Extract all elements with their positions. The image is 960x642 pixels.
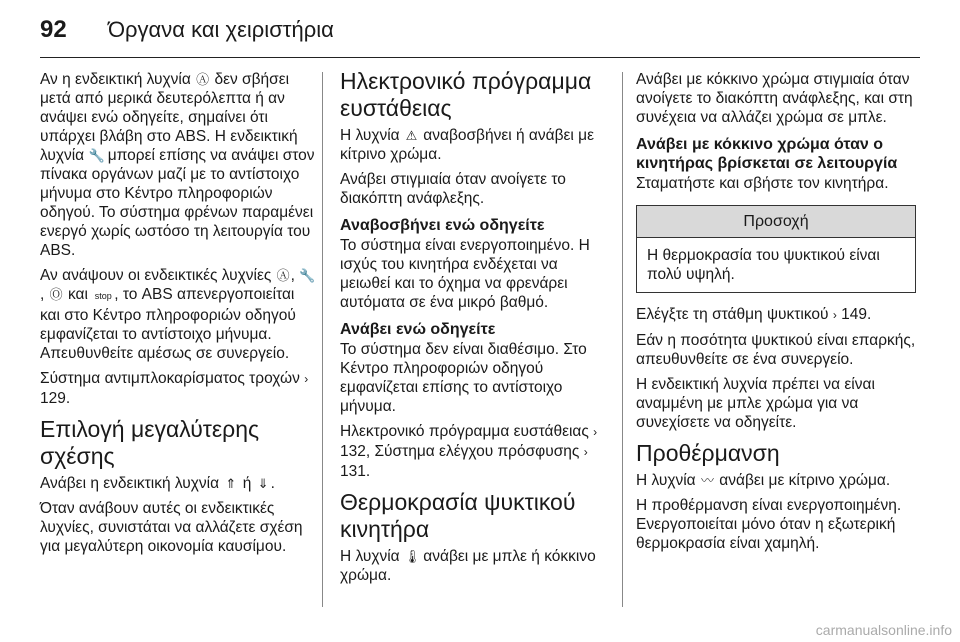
paragraph: Ανάβει η ενδεικτική λυχνία ⇑ ή ⇓ . (40, 475, 275, 492)
caution-body: Η θερμοκρασία του ψυκτικού είναι πολύ υψηλή. (647, 247, 880, 283)
esc-icon: ⚠ (405, 128, 418, 143)
paragraph: Η προθέρμανση είναι ενεργοποιημένη. Ενεργοποιείται μόνο όταν η εξωτερική θερμοκρασία είναι χαμηλή. (636, 497, 902, 552)
wrench-icon: 🔧 (299, 268, 316, 283)
abs-icon: Ⓐ (196, 72, 210, 87)
caution-title: Προσοχή (637, 206, 915, 238)
page-reference-link[interactable]: 149. (841, 306, 872, 323)
watermark: carmanualsonline.info (815, 622, 952, 638)
wrench-icon: 🔧 (88, 148, 105, 163)
column-1 (40, 70, 318, 562)
gear-up-icon: ⇑ (225, 476, 237, 491)
page-reference-link[interactable]: 132, Σύστημα ελέγχου πρόσφυσης (340, 443, 580, 460)
page-reference-link[interactable]: 129. (40, 390, 71, 407)
coolant-temperature-icon: 🌡 (403, 549, 421, 564)
reference-arrow-icon: › (832, 308, 837, 322)
reference-arrow-icon: › (304, 372, 309, 386)
page-number: 92 (40, 16, 67, 43)
paragraph: Ανάβει με κόκκινο χρώμα στιγμιαία όταν ανοίγετε το διακόπτη ανάφλεξης, και στη συνέχεια να αλλάζει χρώμα σε μπλε. (636, 71, 913, 126)
stop-icon: stop (94, 291, 112, 301)
paragraph: Σύστημα αντιμπλοκαρίσματος τροχών › 129. (40, 370, 309, 407)
paragraph: Η λυχνία 〰 ανάβει με κίτρινο χρώμα. (636, 472, 891, 489)
subheading-blinks: Αναβοσβήνει ενώ οδηγείτε (340, 217, 545, 234)
section-heading-preheat: Προθέρμανση (636, 440, 780, 466)
paragraph: Ηλεκτρονικό πρόγραμμα ευστάθειας › 132, Σύστημα ελέγχου πρόσφυσης › 131. (340, 423, 598, 480)
page-header (0, 0, 960, 60)
paragraph: Σταματήστε και σβήστε τον κινητήρα. (636, 175, 889, 192)
paragraph: Η ενδεικτική λυχνία πρέπει να είναι αναμμένη με μπλε χρώμα για να συνεχίσετε να οδηγείτε. (636, 376, 875, 431)
subheading-red-running: Ανάβει με κόκκινο χρώμα όταν ο κινητήρας βρίσκεται σε λειτουργία (636, 136, 898, 172)
column-divider (622, 72, 623, 607)
column-3 (636, 70, 916, 559)
subheading-lit: Ανάβει ενώ οδηγείτε (340, 321, 496, 338)
page-footer (0, 618, 960, 642)
paragraph: Το σύστημα δεν είναι διαθέσιμο. Στο Κέντρο πληροφοριών οδηγού εμφανίζεται επίσης το αντίστοιχο μήνυμα. (340, 341, 587, 415)
paragraph: Όταν ανάβουν αυτές οι ενδεικτικές λυχνίες, συνιστάται να αλλάζετε σχέση για μεγαλύτερη οικονομία καυσίμου. (40, 500, 303, 555)
header-rule (40, 57, 920, 58)
paragraph: Το σύστημα είναι ενεργοποιημένο. Η ισχύς του κινητήρα ενδέχεται να μειωθεί και το όχημα να φρενάρει αυτόματα σε ένα μικρό βαθμό. (340, 237, 590, 311)
column-divider (322, 72, 323, 607)
column-2 (340, 70, 608, 591)
gear-down-icon: ⇓ (257, 476, 269, 491)
paragraph: Ελέγξτε τη στάθμη ψυκτικού › 149. (636, 306, 872, 323)
paragraph: Εάν η ποσότητα ψυκτικού είναι επαρκής, απευθυνθείτε σε ένα συνεργείο. (636, 332, 916, 368)
paragraph: Αν ανάψουν οι ενδεικτικές λυχνίες Ⓐ, 🔧, Ⓞ και stop , το ABS απενεργοποιείται και στο Κέντρο πληροφοριών οδηγού εμφανίζεται το αντίστοιχο μήνυμα. Απευθυνθείτε αμέσως σε συνεργείο. (40, 267, 316, 362)
section-heading-gear: Επιλογή μεγαλύτερης σχέσης (40, 416, 260, 469)
paragraph: Αν η ενδεικτική λυχνία Ⓐ δεν σβήσει μετά από μερικά δευτερόλεπτα ή αν ανάψει ενώ οδηγείτε, σημαίνει ότι υπάρχει βλάβη στο ABS. Η ενδεικτική λυχνία 🔧 μπορεί επίσης να ανάψει στον πίνακα οργάνων μαζί με το αντίστοιχο μήνυμα στο Κέντρο πληροφοριών οδηγού. Το σύστημα φρένων παραμένει ενεργό χωρίς ωστόσο τη λειτουργία του ABS. (40, 71, 315, 259)
reference-arrow-icon: › (593, 425, 598, 439)
chapter-title: Όργανα και χειριστήρια (108, 17, 334, 42)
page-reference-link[interactable]: 131. (340, 463, 371, 480)
paragraph: Η λυχνία ⚠ αναβοσβήνει ή ανάβει με κίτρινο χρώμα. (340, 127, 595, 163)
brake-icon: Ⓞ (49, 287, 63, 302)
section-heading-coolant: Θερμοκρασία ψυκτικού κινητήρα (340, 489, 576, 542)
abs-icon: Ⓐ (276, 268, 290, 283)
preheat-coil-icon: 〰 (700, 473, 714, 488)
paragraph: Η λυχνία 🌡 ανάβει με μπλε ή κόκκινο χρώμα. (340, 548, 596, 584)
section-heading-esc: Ηλεκτρονικό πρόγραμμα ευστάθειας (340, 68, 592, 121)
reference-arrow-icon: › (583, 445, 588, 459)
paragraph: Ανάβει στιγμιαία όταν ανοίγετε το διακόπτη ανάφλεξης. (340, 171, 566, 207)
caution-box (636, 205, 916, 293)
